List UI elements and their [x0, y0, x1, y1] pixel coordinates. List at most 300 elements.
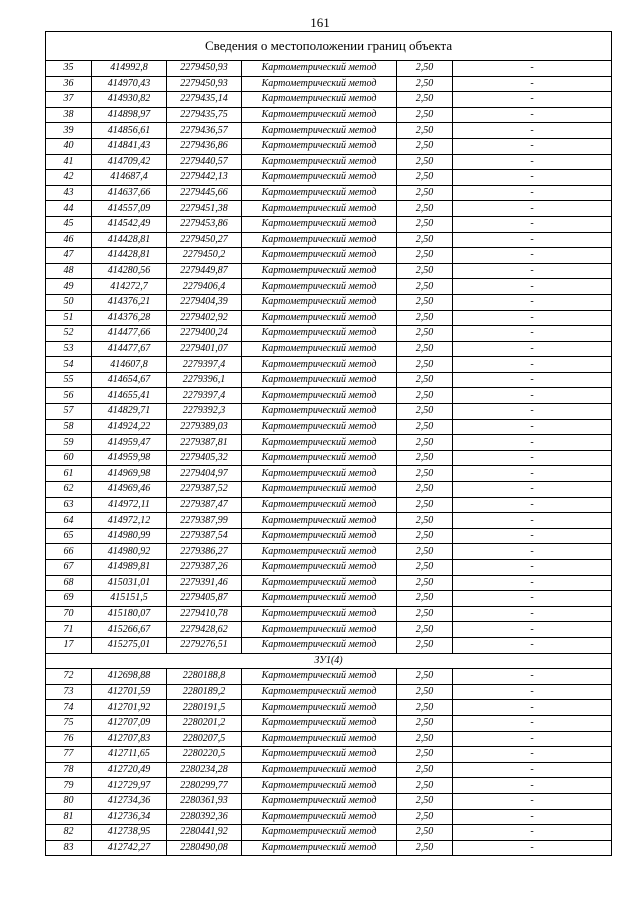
cell-description: - — [453, 107, 612, 123]
cell-description: - — [453, 840, 612, 856]
table-row — [46, 482, 612, 498]
cell-y-coordinate: 2280191,5 — [167, 700, 242, 716]
cell-accuracy: 2,50 — [397, 684, 453, 700]
cell-description: - — [453, 154, 612, 170]
table-row — [46, 715, 612, 731]
table-row — [46, 138, 612, 154]
cell-description: - — [453, 92, 612, 108]
cell-description: - — [453, 482, 612, 498]
cell-accuracy: 2,50 — [397, 466, 453, 482]
table-row — [46, 123, 612, 139]
table-row — [46, 404, 612, 420]
cell-method: Картометрический метод — [242, 61, 397, 77]
table-row — [46, 76, 612, 92]
cell-accuracy: 2,50 — [397, 497, 453, 513]
cell-description: - — [453, 575, 612, 591]
cell-point-number: 42 — [46, 170, 92, 186]
cell-x-coordinate: 412738,95 — [92, 825, 167, 841]
cell-description: - — [453, 326, 612, 342]
cell-accuracy: 2,50 — [397, 201, 453, 217]
cell-x-coordinate: 414992,8 — [92, 61, 167, 77]
cell-description: - — [453, 731, 612, 747]
table-row — [46, 575, 612, 591]
cell-y-coordinate: 2279405,32 — [167, 450, 242, 466]
table-row — [46, 372, 612, 388]
cell-method: Картометрический метод — [242, 778, 397, 794]
table-row — [46, 201, 612, 217]
cell-point-number: 55 — [46, 372, 92, 388]
table-row — [46, 107, 612, 123]
cell-point-number: 40 — [46, 138, 92, 154]
table-row — [46, 466, 612, 482]
cell-y-coordinate: 2280234,28 — [167, 762, 242, 778]
cell-point-number: 78 — [46, 762, 92, 778]
cell-description: - — [453, 544, 612, 560]
cell-description: - — [453, 372, 612, 388]
cell-accuracy: 2,50 — [397, 123, 453, 139]
cell-accuracy: 2,50 — [397, 216, 453, 232]
cell-accuracy: 2,50 — [397, 622, 453, 638]
cell-y-coordinate: 2279387,81 — [167, 435, 242, 451]
cell-point-number: 41 — [46, 154, 92, 170]
cell-x-coordinate: 412711,65 — [92, 747, 167, 763]
cell-accuracy: 2,50 — [397, 294, 453, 310]
cell-accuracy: 2,50 — [397, 482, 453, 498]
cell-x-coordinate: 414376,28 — [92, 310, 167, 326]
cell-method: Картометрический метод — [242, 560, 397, 576]
cell-method: Картометрический метод — [242, 372, 397, 388]
table-body — [46, 32, 612, 856]
table-row — [46, 622, 612, 638]
cell-x-coordinate: 412701,59 — [92, 684, 167, 700]
cell-description: - — [453, 216, 612, 232]
cell-accuracy: 2,50 — [397, 560, 453, 576]
cell-x-coordinate: 412734,36 — [92, 793, 167, 809]
cell-point-number: 69 — [46, 591, 92, 607]
cell-accuracy: 2,50 — [397, 544, 453, 560]
cell-method: Картометрический метод — [242, 809, 397, 825]
cell-point-number: 36 — [46, 76, 92, 92]
cell-point-number: 57 — [46, 404, 92, 420]
cell-method: Картометрический метод — [242, 279, 397, 295]
cell-y-coordinate: 2279435,14 — [167, 92, 242, 108]
cell-method: Картометрический метод — [242, 248, 397, 264]
cell-y-coordinate: 2279276,51 — [167, 637, 242, 653]
cell-method: Картометрический метод — [242, 341, 397, 357]
cell-x-coordinate: 414607,8 — [92, 357, 167, 373]
cell-description: - — [453, 138, 612, 154]
cell-description: - — [453, 528, 612, 544]
cell-method: Картометрический метод — [242, 388, 397, 404]
cell-method: Картометрический метод — [242, 793, 397, 809]
cell-x-coordinate: 414898,97 — [92, 107, 167, 123]
cell-x-coordinate: 414428,81 — [92, 232, 167, 248]
cell-y-coordinate: 2280188,8 — [167, 669, 242, 685]
cell-point-number: 49 — [46, 279, 92, 295]
cell-x-coordinate: 414856,61 — [92, 123, 167, 139]
cell-y-coordinate: 2279451,38 — [167, 201, 242, 217]
cell-y-coordinate: 2279389,03 — [167, 419, 242, 435]
cell-x-coordinate: 412707,09 — [92, 715, 167, 731]
cell-accuracy: 2,50 — [397, 715, 453, 731]
cell-point-number: 46 — [46, 232, 92, 248]
cell-accuracy: 2,50 — [397, 575, 453, 591]
table-row — [46, 669, 612, 685]
boundary-table-sheet — [45, 31, 611, 856]
cell-x-coordinate: 414477,67 — [92, 341, 167, 357]
cell-accuracy: 2,50 — [397, 528, 453, 544]
cell-accuracy: 2,50 — [397, 669, 453, 685]
table-row — [46, 435, 612, 451]
cell-accuracy: 2,50 — [397, 700, 453, 716]
cell-description: - — [453, 778, 612, 794]
cell-point-number: 66 — [46, 544, 92, 560]
cell-y-coordinate: 2279428,62 — [167, 622, 242, 638]
cell-accuracy: 2,50 — [397, 591, 453, 607]
cell-y-coordinate: 2279450,93 — [167, 61, 242, 77]
cell-x-coordinate: 415266,67 — [92, 622, 167, 638]
table-row — [46, 793, 612, 809]
cell-x-coordinate: 414829,71 — [92, 404, 167, 420]
cell-point-number: 61 — [46, 466, 92, 482]
table-row — [46, 154, 612, 170]
table-row — [46, 684, 612, 700]
cell-description: - — [453, 466, 612, 482]
cell-y-coordinate: 2280189,2 — [167, 684, 242, 700]
cell-accuracy: 2,50 — [397, 450, 453, 466]
cell-description: - — [453, 622, 612, 638]
cell-x-coordinate: 414655,41 — [92, 388, 167, 404]
cell-accuracy: 2,50 — [397, 310, 453, 326]
cell-description: - — [453, 560, 612, 576]
cell-x-coordinate: 414654,67 — [92, 372, 167, 388]
cell-accuracy: 2,50 — [397, 731, 453, 747]
cell-x-coordinate: 414972,12 — [92, 513, 167, 529]
table-row — [46, 326, 612, 342]
cell-x-coordinate: 415180,07 — [92, 606, 167, 622]
table-row — [46, 497, 612, 513]
cell-y-coordinate: 2280220,5 — [167, 747, 242, 763]
cell-accuracy: 2,50 — [397, 263, 453, 279]
cell-accuracy: 2,50 — [397, 341, 453, 357]
cell-method: Картометрический метод — [242, 185, 397, 201]
cell-x-coordinate: 414969,46 — [92, 482, 167, 498]
table-row — [46, 232, 612, 248]
cell-x-coordinate: 414980,99 — [92, 528, 167, 544]
cell-point-number: 77 — [46, 747, 92, 763]
cell-y-coordinate: 2279397,4 — [167, 357, 242, 373]
cell-x-coordinate: 414969,98 — [92, 466, 167, 482]
cell-description: - — [453, 357, 612, 373]
cell-point-number: 60 — [46, 450, 92, 466]
cell-y-coordinate: 2279387,26 — [167, 560, 242, 576]
cell-y-coordinate: 2279436,86 — [167, 138, 242, 154]
cell-accuracy: 2,50 — [397, 419, 453, 435]
cell-description: - — [453, 762, 612, 778]
table-row — [46, 840, 612, 856]
cell-x-coordinate: 412736,34 — [92, 809, 167, 825]
cell-method: Картометрический метод — [242, 154, 397, 170]
cell-description: - — [453, 170, 612, 186]
cell-point-number: 50 — [46, 294, 92, 310]
cell-x-coordinate: 412720,49 — [92, 762, 167, 778]
page-number: 161 — [310, 15, 330, 30]
cell-y-coordinate: 2279406,4 — [167, 279, 242, 295]
cell-x-coordinate: 414542,49 — [92, 216, 167, 232]
cell-point-number: 59 — [46, 435, 92, 451]
cell-y-coordinate: 2279400,24 — [167, 326, 242, 342]
cell-accuracy: 2,50 — [397, 513, 453, 529]
cell-y-coordinate: 2279387,99 — [167, 513, 242, 529]
table-row — [46, 170, 612, 186]
table-row — [46, 700, 612, 716]
cell-x-coordinate: 414989,81 — [92, 560, 167, 576]
cell-description: - — [453, 248, 612, 264]
cell-method: Картометрический метод — [242, 450, 397, 466]
cell-method: Картометрический метод — [242, 326, 397, 342]
table-row — [46, 528, 612, 544]
cell-description: - — [453, 637, 612, 653]
cell-x-coordinate: 414980,92 — [92, 544, 167, 560]
table-row — [46, 778, 612, 794]
cell-y-coordinate: 2279386,27 — [167, 544, 242, 560]
cell-description: - — [453, 809, 612, 825]
cell-description: - — [453, 294, 612, 310]
table-row — [46, 762, 612, 778]
cell-y-coordinate: 2280361,93 — [167, 793, 242, 809]
cell-y-coordinate: 2279405,87 — [167, 591, 242, 607]
cell-x-coordinate: 414557,09 — [92, 201, 167, 217]
table-row — [46, 92, 612, 108]
cell-accuracy: 2,50 — [397, 825, 453, 841]
table-row — [46, 388, 612, 404]
cell-point-number: 63 — [46, 497, 92, 513]
cell-description: - — [453, 419, 612, 435]
cell-point-number: 75 — [46, 715, 92, 731]
cell-y-coordinate: 2279450,27 — [167, 232, 242, 248]
cell-accuracy: 2,50 — [397, 793, 453, 809]
cell-method: Картометрический метод — [242, 76, 397, 92]
cell-description: - — [453, 606, 612, 622]
cell-method: Картометрический метод — [242, 825, 397, 841]
cell-accuracy: 2,50 — [397, 606, 453, 622]
cell-x-coordinate: 414959,98 — [92, 450, 167, 466]
cell-accuracy: 2,50 — [397, 76, 453, 92]
cell-y-coordinate: 2279450,93 — [167, 76, 242, 92]
cell-accuracy: 2,50 — [397, 809, 453, 825]
cell-y-coordinate: 2279449,87 — [167, 263, 242, 279]
cell-description: - — [453, 747, 612, 763]
table-row — [46, 637, 612, 653]
cell-description: - — [453, 513, 612, 529]
cell-x-coordinate: 412701,92 — [92, 700, 167, 716]
cell-method: Картометрический метод — [242, 731, 397, 747]
cell-method: Картометрический метод — [242, 591, 397, 607]
cell-y-coordinate: 2279435,75 — [167, 107, 242, 123]
cell-y-coordinate: 2279397,4 — [167, 388, 242, 404]
cell-x-coordinate: 414376,21 — [92, 294, 167, 310]
cell-description: - — [453, 435, 612, 451]
cell-y-coordinate: 2279387,54 — [167, 528, 242, 544]
cell-point-number: 81 — [46, 809, 92, 825]
table-row — [46, 248, 612, 264]
cell-description: - — [453, 61, 612, 77]
cell-point-number: 65 — [46, 528, 92, 544]
cell-y-coordinate: 2280299,77 — [167, 778, 242, 794]
cell-y-coordinate: 2279387,52 — [167, 482, 242, 498]
cell-accuracy: 2,50 — [397, 372, 453, 388]
cell-point-number: 37 — [46, 92, 92, 108]
cell-method: Картометрический метод — [242, 684, 397, 700]
cell-y-coordinate: 2280207,5 — [167, 731, 242, 747]
cell-point-number: 38 — [46, 107, 92, 123]
cell-y-coordinate: 2279387,47 — [167, 497, 242, 513]
table-row — [46, 591, 612, 607]
cell-accuracy: 2,50 — [397, 185, 453, 201]
table-title-row — [46, 32, 612, 61]
table-row — [46, 731, 612, 747]
cell-description: - — [453, 825, 612, 841]
cell-method: Картометрический метод — [242, 201, 397, 217]
cell-description: - — [453, 279, 612, 295]
cell-x-coordinate: 414930,82 — [92, 92, 167, 108]
table-row — [46, 294, 612, 310]
cell-description: - — [453, 76, 612, 92]
cell-y-coordinate: 2279445,66 — [167, 185, 242, 201]
cell-method: Картометрический метод — [242, 747, 397, 763]
cell-point-number: 79 — [46, 778, 92, 794]
cell-description: - — [453, 404, 612, 420]
cell-accuracy: 2,50 — [397, 778, 453, 794]
cell-accuracy: 2,50 — [397, 279, 453, 295]
cell-point-number: 62 — [46, 482, 92, 498]
cell-x-coordinate: 414477,66 — [92, 326, 167, 342]
cell-description: - — [453, 123, 612, 139]
cell-point-number: 70 — [46, 606, 92, 622]
cell-x-coordinate: 414709,42 — [92, 154, 167, 170]
cell-method: Картометрический метод — [242, 466, 397, 482]
cell-accuracy: 2,50 — [397, 840, 453, 856]
table-row — [46, 450, 612, 466]
cell-method: Картометрический метод — [242, 138, 397, 154]
cell-accuracy: 2,50 — [397, 138, 453, 154]
cell-point-number: 43 — [46, 185, 92, 201]
table-row — [46, 341, 612, 357]
cell-accuracy: 2,50 — [397, 435, 453, 451]
cell-method: Картометрический метод — [242, 216, 397, 232]
cell-method: Картометрический метод — [242, 840, 397, 856]
cell-x-coordinate: 412698,88 — [92, 669, 167, 685]
cell-x-coordinate: 414959,47 — [92, 435, 167, 451]
cell-x-coordinate: 414841,43 — [92, 138, 167, 154]
cell-point-number: 76 — [46, 731, 92, 747]
cell-y-coordinate: 2279401,07 — [167, 341, 242, 357]
cell-accuracy: 2,50 — [397, 388, 453, 404]
cell-y-coordinate: 2279392,3 — [167, 404, 242, 420]
cell-point-number: 51 — [46, 310, 92, 326]
table-row — [46, 513, 612, 529]
cell-description: - — [453, 700, 612, 716]
cell-point-number: 47 — [46, 248, 92, 264]
cell-method: Картометрический метод — [242, 419, 397, 435]
cell-method: Картометрический метод — [242, 513, 397, 529]
table-row — [46, 263, 612, 279]
boundary-coordinates-table — [45, 31, 612, 856]
cell-description: - — [453, 310, 612, 326]
cell-point-number: 52 — [46, 326, 92, 342]
cell-accuracy: 2,50 — [397, 357, 453, 373]
cell-method: Картометрический метод — [242, 123, 397, 139]
table-row — [46, 61, 612, 77]
cell-x-coordinate: 414428,81 — [92, 248, 167, 264]
cell-description: - — [453, 263, 612, 279]
table-row — [46, 185, 612, 201]
cell-y-coordinate: 2279450,2 — [167, 248, 242, 264]
cell-method: Картометрический метод — [242, 669, 397, 685]
cell-method: Картометрический метод — [242, 606, 397, 622]
cell-method: Картометрический метод — [242, 715, 397, 731]
cell-x-coordinate: 414280,56 — [92, 263, 167, 279]
table-row — [46, 825, 612, 841]
section-label: ЗУ1(4) — [46, 653, 612, 669]
cell-y-coordinate: 2279440,57 — [167, 154, 242, 170]
cell-point-number: 64 — [46, 513, 92, 529]
cell-x-coordinate: 415031,01 — [92, 575, 167, 591]
table-row — [46, 279, 612, 295]
cell-y-coordinate: 2279391,46 — [167, 575, 242, 591]
cell-x-coordinate: 415275,01 — [92, 637, 167, 653]
cell-method: Картометрический метод — [242, 762, 397, 778]
table-row — [46, 357, 612, 373]
cell-method: Картометрический метод — [242, 435, 397, 451]
cell-method: Картометрический метод — [242, 528, 397, 544]
cell-point-number: 56 — [46, 388, 92, 404]
cell-description: - — [453, 341, 612, 357]
table-row — [46, 560, 612, 576]
cell-description: - — [453, 185, 612, 201]
cell-method: Картометрический метод — [242, 232, 397, 248]
section-row — [46, 653, 612, 669]
cell-method: Картометрический метод — [242, 107, 397, 123]
cell-point-number: 71 — [46, 622, 92, 638]
cell-y-coordinate: 2280392,36 — [167, 809, 242, 825]
cell-accuracy: 2,50 — [397, 154, 453, 170]
cell-point-number: 45 — [46, 216, 92, 232]
cell-x-coordinate: 414972,11 — [92, 497, 167, 513]
cell-point-number: 80 — [46, 793, 92, 809]
cell-point-number: 72 — [46, 669, 92, 685]
cell-y-coordinate: 2279404,39 — [167, 294, 242, 310]
cell-description: - — [453, 388, 612, 404]
cell-x-coordinate: 414637,66 — [92, 185, 167, 201]
table-row — [46, 544, 612, 560]
cell-point-number: 67 — [46, 560, 92, 576]
cell-x-coordinate: 414272,7 — [92, 279, 167, 295]
cell-x-coordinate: 412707,83 — [92, 731, 167, 747]
cell-point-number: 17 — [46, 637, 92, 653]
cell-method: Картометрический метод — [242, 637, 397, 653]
cell-point-number: 73 — [46, 684, 92, 700]
cell-method: Картометрический метод — [242, 404, 397, 420]
cell-point-number: 82 — [46, 825, 92, 841]
table-row — [46, 747, 612, 763]
cell-accuracy: 2,50 — [397, 404, 453, 420]
cell-method: Картометрический метод — [242, 294, 397, 310]
cell-point-number: 74 — [46, 700, 92, 716]
cell-x-coordinate: 414924,22 — [92, 419, 167, 435]
cell-description: - — [453, 793, 612, 809]
cell-point-number: 53 — [46, 341, 92, 357]
